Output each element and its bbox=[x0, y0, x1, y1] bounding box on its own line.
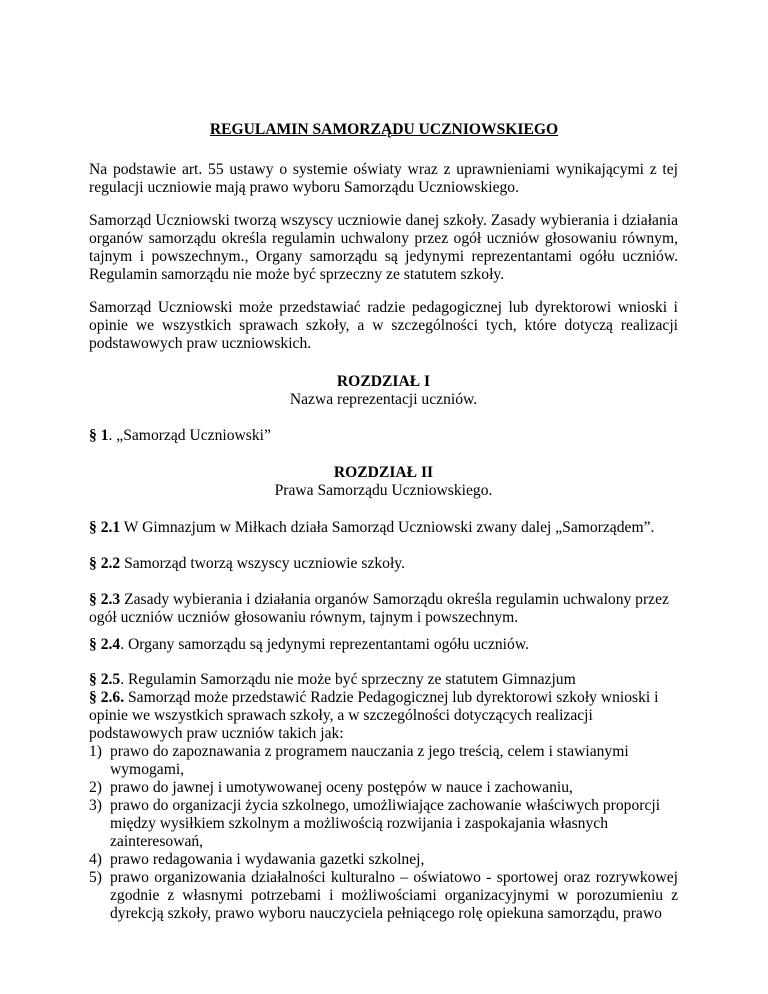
section-2-3 bbox=[89, 591, 678, 627]
section-mark: § 2.5 bbox=[89, 671, 121, 688]
section-2-2 bbox=[89, 555, 678, 573]
section-mark: § 2.3 bbox=[89, 591, 121, 608]
paragraph-text: Samorząd Uczniowski tworzą wszyscy uczniowie danej szkoły. Zasady wybierania i działania organów samorządu określa regulamin uchwalony przez ogół uczniów głosowaniu równym, tajnym i powszechnym., Organy samorządu są jedynymi reprezentantami ogółu uczniów. Regulamin samorządu nie może być sprzeczny ze statutem szkoły. bbox=[89, 212, 678, 283]
section-mark: § 2.4 bbox=[89, 636, 121, 653]
section-mark: § 2.2 bbox=[89, 555, 121, 572]
intro-paragraph-1 bbox=[89, 161, 678, 197]
section-2-5 bbox=[89, 671, 678, 689]
section-mark: § 2.6. bbox=[89, 689, 125, 706]
list-text: prawo do organizacji życia szkolnego, umożliwiające zachowanie właściwych proporcji między wysiłkiem szkolnym a możliwością rozwijania i zaspokajania własnych zainteresowań, bbox=[110, 797, 661, 850]
section-text: Zasady wybierania i działania organów Samorządu określa regulamin uchwalony przez ogół uczniów uczniów głosowaniu równym, tajnym i powszechnym. bbox=[89, 591, 669, 626]
chapter-2-subtitle: Prawa Samorządu Uczniowskiego. bbox=[274, 482, 493, 499]
list-item bbox=[89, 869, 678, 923]
section-2-5-and-2-6 bbox=[89, 671, 678, 923]
paragraph-text: Na podstawie art. 55 ustawy o systemie oświaty wraz z uprawnieniami wynikającymi z tej regulacji uczniowie mają prawo wyboru Samorządu Uczniowskiego. bbox=[89, 161, 678, 196]
chapter-1-subtitle: Nazwa reprezentacji uczniów. bbox=[289, 391, 478, 408]
section-text: . „Samorząd Uczniowski” bbox=[108, 427, 271, 444]
section-text: . Regulamin Samorządu nie może być sprzeczny ze statutem Gimnazjum bbox=[120, 671, 576, 688]
chapter-1-heading: ROZDZIAŁ I bbox=[336, 373, 431, 390]
section-mark: § 2.1 bbox=[89, 519, 121, 536]
section-mark: § 1 bbox=[89, 427, 109, 444]
section-2-4 bbox=[89, 636, 678, 654]
section-2-1 bbox=[89, 519, 678, 537]
list-number: 2) bbox=[89, 779, 102, 796]
list-text: prawo organizowania działalności kulturalno – oświatowo - sportowej oraz rozrywkowej zgodnie z własnymi potrzebami i możliwościami organizacyjnymi w porozumieniu z dyrekcją szkoły, prawo wyboru nauczyciela pełniącego rolę opiekuna samorządu, prawo bbox=[110, 869, 678, 922]
list-number: 4) bbox=[89, 851, 102, 868]
document-title: REGULAMIN SAMORZĄDU UCZNIOWSKIEGO bbox=[209, 121, 559, 138]
list-number: 1) bbox=[89, 743, 102, 760]
list-text: prawo do jawnej i umotywowanej oceny postępów w nauce i zachowaniu, bbox=[110, 779, 573, 796]
list-number: 3) bbox=[89, 797, 102, 814]
chapter-2-heading: ROZDZIAŁ II bbox=[333, 464, 434, 481]
rights-list bbox=[89, 743, 678, 923]
list-item bbox=[89, 779, 678, 797]
section-text: . Organy samorządu są jedynymi reprezentantami ogółu uczniów. bbox=[120, 636, 529, 653]
list-item bbox=[89, 743, 678, 779]
intro-paragraph-3 bbox=[89, 299, 678, 353]
section-text: Samorząd tworzą wszyscy uczniowie szkoły. bbox=[120, 555, 405, 572]
paragraph-text: Samorząd Uczniowski może przedstawiać radzie pedagogicznej lub dyrektorowi wnioski i opinie we wszystkich sprawach szkoły, a w szczególności tych, które dotyczą realizacji podstawowych praw uczniowskich. bbox=[89, 299, 678, 352]
list-item bbox=[89, 797, 678, 851]
section-text: W Gimnazjum w Miłkach działa Samorząd Uczniowski zwany dalej „Samorządem”. bbox=[120, 519, 655, 536]
list-text: prawo do zapoznawania z programem nauczania z jego treścią, celem i stawianymi wymogami, bbox=[110, 743, 629, 778]
list-item bbox=[89, 851, 678, 869]
list-text: prawo redagowania i wydawania gazetki szkolnej, bbox=[110, 851, 425, 868]
list-number: 5) bbox=[89, 869, 102, 886]
intro-paragraph-2 bbox=[89, 212, 678, 284]
section-text: Samorząd może przedstawić Radzie Pedagogicznej lub dyrektorowi szkoły wnioski i opinie we wszystkich sprawach szkoły, a w szczególności dotyczących realizacji podstawowych praw uczniów takich jak: bbox=[89, 689, 659, 742]
section-1 bbox=[89, 427, 678, 445]
section-2-6 bbox=[89, 689, 678, 743]
